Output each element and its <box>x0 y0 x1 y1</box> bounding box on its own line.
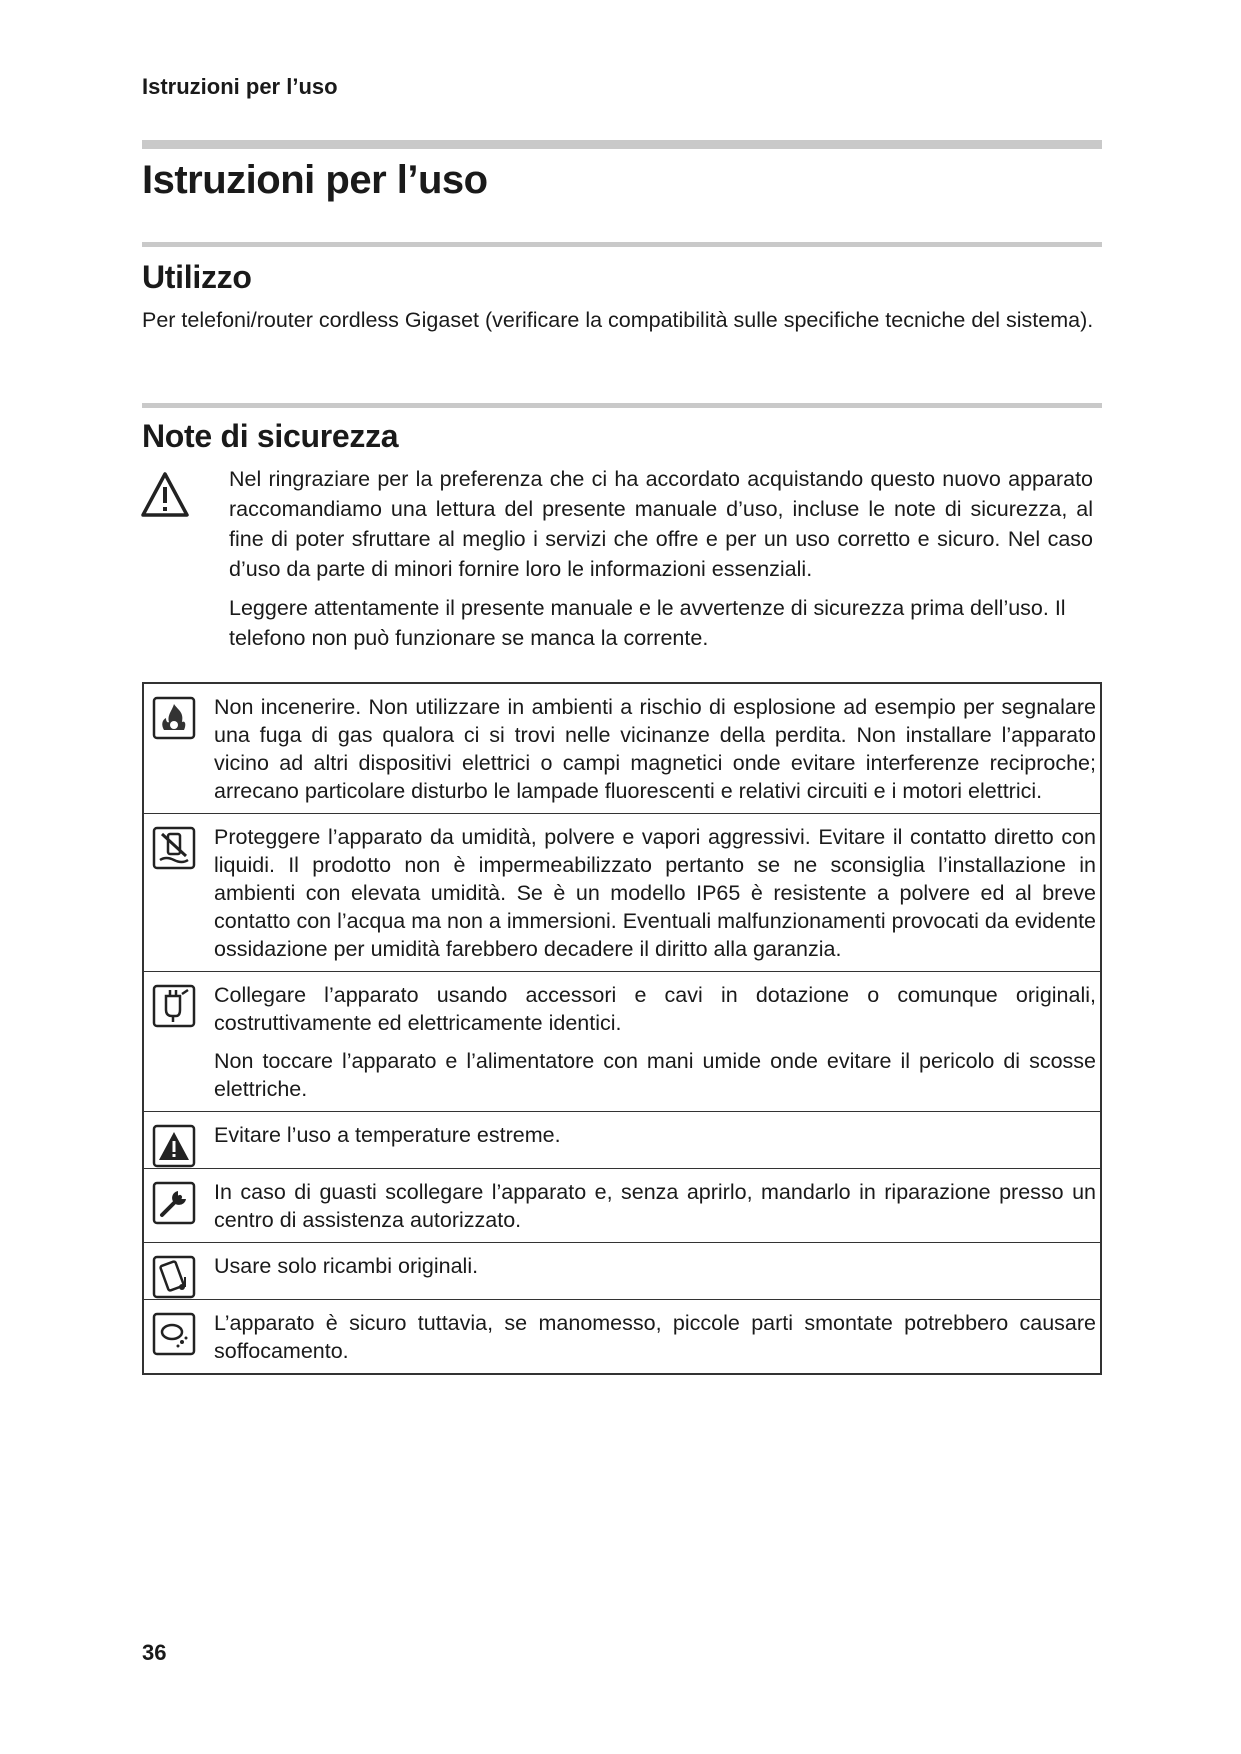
page-title: Istruzioni per l’uso <box>142 158 488 202</box>
page-number: 36 <box>142 1640 167 1665</box>
safety-intro-2: Leggere attentamente il presente manuale e le avvertenze di sicurezza prima dell’uso. Il telefono non può funzionare se manca la corrente. <box>229 596 1066 650</box>
usage-heading: Utilizzo <box>142 259 252 295</box>
table-row <box>143 1112 1101 1169</box>
table-row <box>143 814 1101 972</box>
table-row <box>143 972 1101 1112</box>
safety-row-text-2: Non toccare l’apparato e l’alimentatore con mani umide onde evitare il pericolo di scosse elettriche. <box>214 1049 1096 1101</box>
safety-intro-1: Nel ringraziare per la preferenza che ci ha accordato acquistando questo nuovo apparato raccomandiamo una lettura del presente manuale d’uso, incluse le note di sicurezza, al fine di poter sfruttare al meglio i servizi che offre e per un uso corretto e sicuro. Nel caso d’uso da parte di minori fornire loro le informazioni essenziali. <box>229 467 1093 581</box>
safety-row-text: Usare solo ricambi originali. <box>214 1254 479 1278</box>
table-row <box>143 1243 1101 1300</box>
safety-row-text: Non incenerire. Non utilizzare in ambienti a rischio di esplosione ad esempio per segnalare una fuga di gas qualora ci si trovi nelle vicinanze della perdita. Non installare l’apparato vicino ad altri dispositivi elettrici o campi magnetici onde evitare interferenze reciproche; arrecano particolare disturbo le lampade fluorescenti e relativi circuiti e i motori elettrici. <box>214 695 1096 803</box>
wrench-icon <box>152 1181 196 1225</box>
temperature-warning-icon <box>152 1124 196 1168</box>
section-rule <box>142 242 1102 247</box>
running-header: Istruzioni per l’uso <box>142 74 338 99</box>
safety-row-text: In caso di guasti scollegare l’apparato e, senza aprirlo, mandarlo in riparazione presso un centro di assistenza autorizzato. <box>214 1180 1096 1232</box>
choking-hazard-icon <box>152 1312 196 1356</box>
warning-triangle-icon <box>140 470 190 520</box>
power-plug-icon <box>152 984 196 1028</box>
table-row <box>143 1169 1101 1243</box>
original-parts-icon <box>152 1255 196 1299</box>
safety-row-text: L’apparato è sicuro tuttavia, se manomesso, piccole parti smontate potrebbero causare soffocamento. <box>214 1311 1096 1363</box>
safety-row-text: Proteggere l’apparato da umidità, polvere e vapori aggressivi. Evitare il contatto diretto con liquidi. Il prodotto non è impermeabilizzato pertanto se ne sconsiglia l’installazione in ambienti con elevata umidità. Se è un modello IP65 è resistente a polvere ed al breve contatto con l’acqua ma non a immersioni. Eventuali malfunzionamenti provocati da evidente ossidazione per umidità farebbero decadere il diritto alla garanzia. <box>214 825 1096 961</box>
table-row <box>143 1300 1101 1375</box>
table-row <box>143 683 1101 814</box>
title-rule <box>142 140 1102 149</box>
section-rule <box>142 403 1102 408</box>
safety-table <box>142 682 1102 1375</box>
no-liquids-icon <box>152 826 196 870</box>
safety-row-text: Evitare l’uso a temperature estreme. <box>214 1123 561 1147</box>
safety-heading: Note di sicurezza <box>142 418 399 454</box>
safety-row-text: Collegare l’apparato usando accessori e cavi in dotazione o comunque originali, costruttivamente ed elettricamente identici. <box>214 983 1096 1035</box>
usage-text: Per telefoni/router cordless Gigaset (verificare la compatibilità sulle specifiche tecniche del sistema). <box>142 308 1094 332</box>
fire-explosion-icon <box>152 696 196 740</box>
